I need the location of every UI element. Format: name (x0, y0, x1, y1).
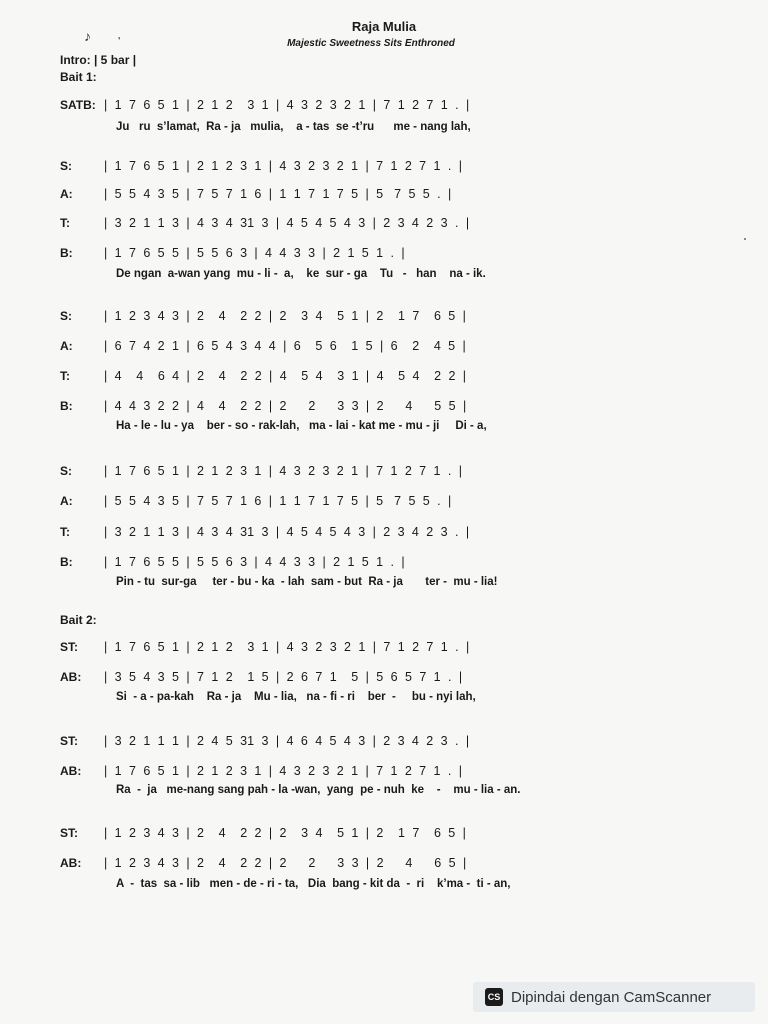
part-label-s: S: (60, 159, 72, 173)
part-label-t: T: (60, 369, 70, 383)
notation-line: | 1 7 6 5 5 | 5 5 6 3 | 4 4 3 3 | 2 1 5 1 . | (104, 246, 405, 260)
notation-line: | 1 7 6 5 1 | 2 1 2 3 1 | 4 3 2 3 2 1 | 7 1 2 7 1 . | (104, 464, 463, 478)
page-title: Raja Mulia (351, 19, 417, 34)
lyrics-line: Ju ru s’lamat, Ra - ja mulia, a - tas se -t’ru me - nang lah, (116, 121, 471, 133)
part-label-a: A: (60, 339, 73, 353)
part-label-a: A: (60, 494, 73, 508)
lyrics-line: Ha - le - lu - ya ber - so - rak-lah, ma - lai - kat me - mu - ji Di - a, (116, 420, 487, 432)
notation-line: | 4 4 3 2 2 | 4 4 2 2 | 2 2 3 3 | 2 4 5 5 | (104, 399, 467, 413)
part-label-a: A: (60, 187, 73, 201)
watermark-text: Dipindai dengan CamScanner (511, 988, 712, 1006)
notation-line: | 5 5 4 3 5 | 7 5 7 1 6 | 1 1 7 1 7 5 | 5 7 5 5 . | (104, 187, 452, 201)
part-label-b: B: (60, 555, 73, 569)
lyrics-line: De ngan a-wan yang mu - li - a, ke sur - ga Tu - han na - ik. (116, 268, 486, 280)
notation-line: | 1 7 6 5 1 | 2 1 2 3 1 | 4 3 2 3 2 1 | 7 1 2 7 1 . | (104, 640, 470, 654)
notation-line: | 5 5 4 3 5 | 7 5 7 1 6 | 1 1 7 1 7 5 | 5 7 5 5 . | (104, 494, 452, 508)
camscanner-logo-icon: CS (485, 988, 503, 1006)
part-label-b: B: (60, 399, 73, 413)
pencil-dot: ❜ (118, 36, 121, 45)
lyrics-line: Si - a - pa-kah Ra - ja Mu - lia, na - fi - ri ber - bu - nyi lah, (116, 691, 476, 703)
notation-line: | 1 2 3 4 3 | 2 4 2 2 | 2 2 3 3 | 2 4 6 5 | (104, 856, 467, 870)
part-label-t: T: (60, 525, 70, 539)
notation-line: | 1 7 6 5 1 | 2 1 2 3 1 | 4 3 2 3 2 1 | 7 1 2 7 1 . | (104, 159, 463, 173)
notation-line: | 1 2 3 4 3 | 2 4 2 2 | 2 3 4 5 1 | 2 1 7 6 5 | (104, 826, 467, 840)
notation-line: | 1 2 3 4 3 | 2 4 2 2 | 2 3 4 5 1 | 2 1 7 6 5 | (104, 309, 467, 323)
handwritten-mark: ♪ (84, 28, 91, 44)
part-label-st: ST: (60, 826, 78, 840)
bait1-label: Bait 1: (60, 70, 97, 84)
part-label-s: S: (60, 464, 72, 478)
notation-line: | 6 7 4 2 1 | 6 5 4 3 4 4 | 6 5 6 1 5 | 6 2 4 5 | (104, 339, 466, 353)
page-subtitle: Majestic Sweetness Sits Enthroned (287, 38, 455, 49)
notation-line: | 1 7 6 5 1 | 2 1 2 3 1 | 4 3 2 3 2 1 | 7 1 2 7 1 . | (104, 764, 463, 778)
part-label-s: S: (60, 309, 72, 323)
lyrics-line: Pin - tu sur-ga ter - bu - ka - lah sam - but Ra - ja ter - mu - lia! (116, 576, 498, 588)
part-label-b: B: (60, 246, 73, 260)
part-label-ab: AB: (60, 764, 82, 778)
notation-line: | 3 5 4 3 5 | 7 1 2 1 5 | 2 6 7 1 5 | 5 6 5 7 1 . | (104, 670, 463, 684)
notation-line: | 3 2 1 1 3 | 4 3 4 31 3 | 4 5 4 5 4 3 | 2 3 4 2 3 . | (104, 525, 470, 539)
lyrics-line: Ra - ja me-nang sang pah - la -wan, yang pe - nuh ke - mu - lia - an. (116, 784, 521, 796)
camscanner-watermark (473, 982, 755, 1012)
notation-line: | 4 4 6 4 | 2 4 2 2 | 4 5 4 3 1 | 4 5 4 2 2 | (104, 369, 467, 383)
part-label-t: T: (60, 216, 70, 230)
part-label-st: ST: (60, 640, 78, 654)
bait2-label: Bait 2: (60, 613, 97, 627)
part-label-satb: SATB: (60, 98, 96, 112)
notation-line: | 3 2 1 1 1 | 2 4 5 31 3 | 4 6 4 5 4 3 | 2 3 4 2 3 . | (104, 734, 470, 748)
intro-label: Intro: | 5 bar | (60, 53, 137, 67)
part-label-st: ST: (60, 734, 78, 748)
part-label-ab: AB: (60, 856, 82, 870)
scan-speck (744, 238, 746, 240)
part-label-ab: AB: (60, 670, 82, 684)
notation-line: | 1 7 6 5 1 | 2 1 2 3 1 | 4 3 2 3 2 1 | 7 1 2 7 1 . | (104, 98, 470, 112)
lyrics-line: A - tas sa - lib men - de - ri - ta, Dia bang - kit da - ri k’ma - ti - an, (116, 878, 511, 890)
notation-line: | 1 7 6 5 5 | 5 5 6 3 | 4 4 3 3 | 2 1 5 1 . | (104, 555, 405, 569)
notation-line: | 3 2 1 1 3 | 4 3 4 31 3 | 4 5 4 5 4 3 | 2 3 4 2 3 . | (104, 216, 470, 230)
